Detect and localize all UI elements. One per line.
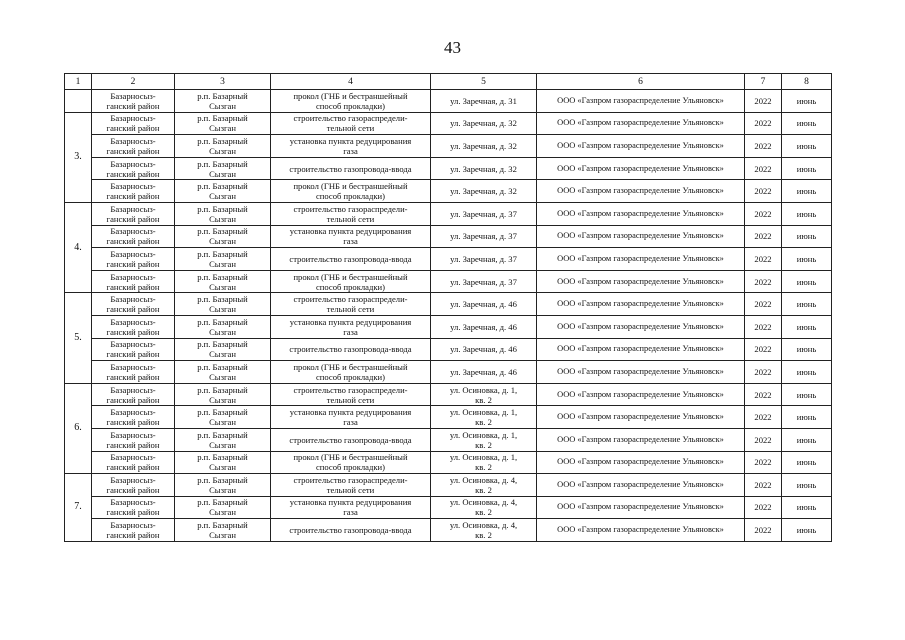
work-type-cell: строительство газораспредели- тельной сети [271, 383, 431, 406]
month-cell: июнь [782, 496, 832, 519]
year-cell: 2022 [745, 157, 782, 180]
work-type-cell: установка пункта редуцирования газа [271, 225, 431, 248]
table-row [65, 428, 832, 451]
district-cell: Базарносыз- ганский район [92, 428, 175, 451]
table-row [65, 406, 832, 429]
month-cell: июнь [782, 202, 832, 225]
district-cell: Базарносыз- ганский район [92, 338, 175, 361]
year-cell: 2022 [745, 338, 782, 361]
work-type-cell: строительство газопровода-ввода [271, 157, 431, 180]
month-cell: июнь [782, 406, 832, 429]
header-col-2: 2 [92, 74, 175, 90]
settlement-cell: р.п. Базарный Сызган [175, 293, 271, 316]
month-cell: июнь [782, 428, 832, 451]
year-cell: 2022 [745, 315, 782, 338]
address-cell: ул. Осиновка, д. 1, кв. 2 [431, 406, 537, 429]
district-cell: Базарносыз- ганский район [92, 202, 175, 225]
work-type-cell: прокол (ГНБ и бестраншейный способ прокладки) [271, 180, 431, 203]
settlement-cell: р.п. Базарный Сызган [175, 112, 271, 135]
table-row [65, 135, 832, 158]
settlement-cell: р.п. Базарный Сызган [175, 180, 271, 203]
work-type-cell: установка пункта редуцирования газа [271, 406, 431, 429]
group-number-cell: 3. [65, 112, 92, 202]
district-cell: Базарносыз- ганский район [92, 361, 175, 384]
group-number-cell [65, 90, 92, 113]
year-cell: 2022 [745, 112, 782, 135]
table-row [65, 157, 832, 180]
month-cell: июнь [782, 90, 832, 113]
month-cell: июнь [782, 248, 832, 271]
organization-cell: ООО «Газпром газораспределение Ульяновск» [537, 90, 745, 113]
table-body [65, 90, 832, 542]
organization-cell: ООО «Газпром газораспределение Ульяновск» [537, 157, 745, 180]
year-cell: 2022 [745, 225, 782, 248]
organization-cell: ООО «Газпром газораспределение Ульяновск» [537, 451, 745, 474]
organization-cell: ООО «Газпром газораспределение Ульяновск» [537, 361, 745, 384]
address-cell: ул. Осиновка, д. 1, кв. 2 [431, 383, 537, 406]
organization-cell: ООО «Газпром газораспределение Ульяновск» [537, 428, 745, 451]
address-cell: ул. Заречная, д. 46 [431, 293, 537, 316]
month-cell: июнь [782, 315, 832, 338]
organization-cell: ООО «Газпром газораспределение Ульяновск» [537, 180, 745, 203]
header-col-5: 5 [431, 74, 537, 90]
table-row [65, 225, 832, 248]
settlement-cell: р.п. Базарный Сызган [175, 225, 271, 248]
group-number-cell: 5. [65, 293, 92, 383]
organization-cell: ООО «Газпром газораспределение Ульяновск» [537, 270, 745, 293]
work-type-cell: прокол (ГНБ и бестраншейный способ прокладки) [271, 270, 431, 293]
year-cell: 2022 [745, 474, 782, 497]
district-cell: Базарносыз- ганский район [92, 135, 175, 158]
settlement-cell: р.п. Базарный Сызган [175, 383, 271, 406]
district-cell: Базарносыз- ганский район [92, 519, 175, 542]
settlement-cell: р.п. Базарный Сызган [175, 519, 271, 542]
month-cell: июнь [782, 451, 832, 474]
table-row [65, 180, 832, 203]
work-type-cell: прокол (ГНБ и бестраншейный способ прокладки) [271, 90, 431, 113]
header-col-4: 4 [271, 74, 431, 90]
settlement-cell: р.п. Базарный Сызган [175, 428, 271, 451]
year-cell: 2022 [745, 406, 782, 429]
district-cell: Базарносыз- ганский район [92, 293, 175, 316]
year-cell: 2022 [745, 248, 782, 271]
settlement-cell: р.п. Базарный Сызган [175, 157, 271, 180]
address-cell: ул. Заречная, д. 46 [431, 361, 537, 384]
table-row [65, 112, 832, 135]
work-type-cell: установка пункта редуцирования газа [271, 135, 431, 158]
organization-cell: ООО «Газпром газораспределение Ульяновск» [537, 383, 745, 406]
table-row [65, 474, 832, 497]
year-cell: 2022 [745, 135, 782, 158]
works-table [64, 73, 832, 542]
settlement-cell: р.п. Базарный Сызган [175, 406, 271, 429]
year-cell: 2022 [745, 90, 782, 113]
month-cell: июнь [782, 225, 832, 248]
month-cell: июнь [782, 157, 832, 180]
year-cell: 2022 [745, 428, 782, 451]
table-row [65, 519, 832, 542]
table-row [65, 315, 832, 338]
month-cell: июнь [782, 519, 832, 542]
address-cell: ул. Заречная, д. 32 [431, 157, 537, 180]
work-type-cell: строительство газопровода-ввода [271, 248, 431, 271]
table-row [65, 383, 832, 406]
district-cell: Базарносыз- ганский район [92, 496, 175, 519]
month-cell: июнь [782, 338, 832, 361]
settlement-cell: р.п. Базарный Сызган [175, 496, 271, 519]
district-cell: Базарносыз- ганский район [92, 112, 175, 135]
organization-cell: ООО «Газпром газораспределение Ульяновск» [537, 406, 745, 429]
address-cell: ул. Заречная, д. 37 [431, 270, 537, 293]
address-cell: ул. Осиновка, д. 1, кв. 2 [431, 451, 537, 474]
organization-cell: ООО «Газпром газораспределение Ульяновск» [537, 225, 745, 248]
settlement-cell: р.п. Базарный Сызган [175, 361, 271, 384]
settlement-cell: р.п. Базарный Сызган [175, 315, 271, 338]
organization-cell: ООО «Газпром газораспределение Ульяновск» [537, 474, 745, 497]
year-cell: 2022 [745, 519, 782, 542]
month-cell: июнь [782, 383, 832, 406]
table-row [65, 338, 832, 361]
work-type-cell: прокол (ГНБ и бестраншейный способ прокладки) [271, 451, 431, 474]
month-cell: июнь [782, 180, 832, 203]
year-cell: 2022 [745, 383, 782, 406]
district-cell: Базарносыз- ганский район [92, 225, 175, 248]
organization-cell: ООО «Газпром газораспределение Ульяновск» [537, 135, 745, 158]
group-number-cell: 4. [65, 202, 92, 292]
organization-cell: ООО «Газпром газораспределение Ульяновск» [537, 293, 745, 316]
district-cell: Базарносыз- ганский район [92, 90, 175, 113]
group-number-cell: 6. [65, 383, 92, 473]
address-cell: ул. Заречная, д. 32 [431, 112, 537, 135]
year-cell: 2022 [745, 361, 782, 384]
organization-cell: ООО «Газпром газораспределение Ульяновск» [537, 202, 745, 225]
table-row [65, 496, 832, 519]
settlement-cell: р.п. Базарный Сызган [175, 474, 271, 497]
month-cell: июнь [782, 112, 832, 135]
address-cell: ул. Заречная, д. 32 [431, 180, 537, 203]
district-cell: Базарносыз- ганский район [92, 383, 175, 406]
address-cell: ул. Заречная, д. 32 [431, 135, 537, 158]
header-col-3: 3 [175, 74, 271, 90]
district-cell: Базарносыз- ганский район [92, 451, 175, 474]
work-type-cell: строительство газораспредели- тельной сети [271, 112, 431, 135]
district-cell: Базарносыз- ганский район [92, 248, 175, 271]
header-col-7: 7 [745, 74, 782, 90]
month-cell: июнь [782, 135, 832, 158]
year-cell: 2022 [745, 451, 782, 474]
year-cell: 2022 [745, 293, 782, 316]
work-type-cell: прокол (ГНБ и бестраншейный способ прокладки) [271, 361, 431, 384]
address-cell: ул. Заречная, д. 46 [431, 315, 537, 338]
settlement-cell: р.п. Базарный Сызган [175, 338, 271, 361]
header-col-6: 6 [537, 74, 745, 90]
work-type-cell: строительство газопровода-ввода [271, 428, 431, 451]
settlement-cell: р.п. Базарный Сызган [175, 90, 271, 113]
address-cell: ул. Заречная, д. 37 [431, 248, 537, 271]
month-cell: июнь [782, 270, 832, 293]
organization-cell: ООО «Газпром газораспределение Ульяновск» [537, 112, 745, 135]
table-row [65, 90, 832, 113]
address-cell: ул. Осиновка, д. 4, кв. 2 [431, 519, 537, 542]
district-cell: Базарносыз- ганский район [92, 406, 175, 429]
page-number: 43 [444, 38, 461, 57]
address-cell: ул. Заречная, д. 46 [431, 338, 537, 361]
month-cell: июнь [782, 361, 832, 384]
month-cell: июнь [782, 293, 832, 316]
work-type-cell: установка пункта редуцирования газа [271, 496, 431, 519]
settlement-cell: р.п. Базарный Сызган [175, 451, 271, 474]
work-type-cell: установка пункта редуцирования газа [271, 315, 431, 338]
work-type-cell: строительство газопровода-ввода [271, 519, 431, 542]
header-col-1: 1 [65, 74, 92, 90]
district-cell: Базарносыз- ганский район [92, 270, 175, 293]
work-type-cell: строительство газораспредели- тельной сети [271, 202, 431, 225]
address-cell: ул. Осиновка, д. 1, кв. 2 [431, 428, 537, 451]
address-cell: ул. Заречная, д. 37 [431, 202, 537, 225]
year-cell: 2022 [745, 180, 782, 203]
table-row [65, 270, 832, 293]
year-cell: 2022 [745, 496, 782, 519]
organization-cell: ООО «Газпром газораспределение Ульяновск» [537, 338, 745, 361]
settlement-cell: р.п. Базарный Сызган [175, 248, 271, 271]
settlement-cell: р.п. Базарный Сызган [175, 270, 271, 293]
settlement-cell: р.п. Базарный Сызган [175, 135, 271, 158]
table-row [65, 248, 832, 271]
month-cell: июнь [782, 474, 832, 497]
table-row [65, 451, 832, 474]
address-cell: ул. Осиновка, д. 4, кв. 2 [431, 474, 537, 497]
district-cell: Базарносыз- ганский район [92, 157, 175, 180]
table-header-row [65, 74, 832, 90]
address-cell: ул. Осиновка, д. 4, кв. 2 [431, 496, 537, 519]
table-row [65, 202, 832, 225]
work-type-cell: строительство газопровода-ввода [271, 338, 431, 361]
year-cell: 2022 [745, 202, 782, 225]
work-type-cell: строительство газораспредели- тельной сети [271, 474, 431, 497]
settlement-cell: р.п. Базарный Сызган [175, 202, 271, 225]
table-row [65, 361, 832, 384]
work-type-cell: строительство газораспредели- тельной сети [271, 293, 431, 316]
header-col-8: 8 [782, 74, 832, 90]
organization-cell: ООО «Газпром газораспределение Ульяновск» [537, 315, 745, 338]
organization-cell: ООО «Газпром газораспределение Ульяновск» [537, 519, 745, 542]
group-number-cell: 7. [65, 474, 92, 542]
address-cell: ул. Заречная, д. 31 [431, 90, 537, 113]
organization-cell: ООО «Газпром газораспределение Ульяновск» [537, 248, 745, 271]
district-cell: Базарносыз- ганский район [92, 180, 175, 203]
year-cell: 2022 [745, 270, 782, 293]
district-cell: Базарносыз- ганский район [92, 474, 175, 497]
district-cell: Базарносыз- ганский район [92, 315, 175, 338]
organization-cell: ООО «Газпром газораспределение Ульяновск» [537, 496, 745, 519]
address-cell: ул. Заречная, д. 37 [431, 225, 537, 248]
table-row [65, 293, 832, 316]
